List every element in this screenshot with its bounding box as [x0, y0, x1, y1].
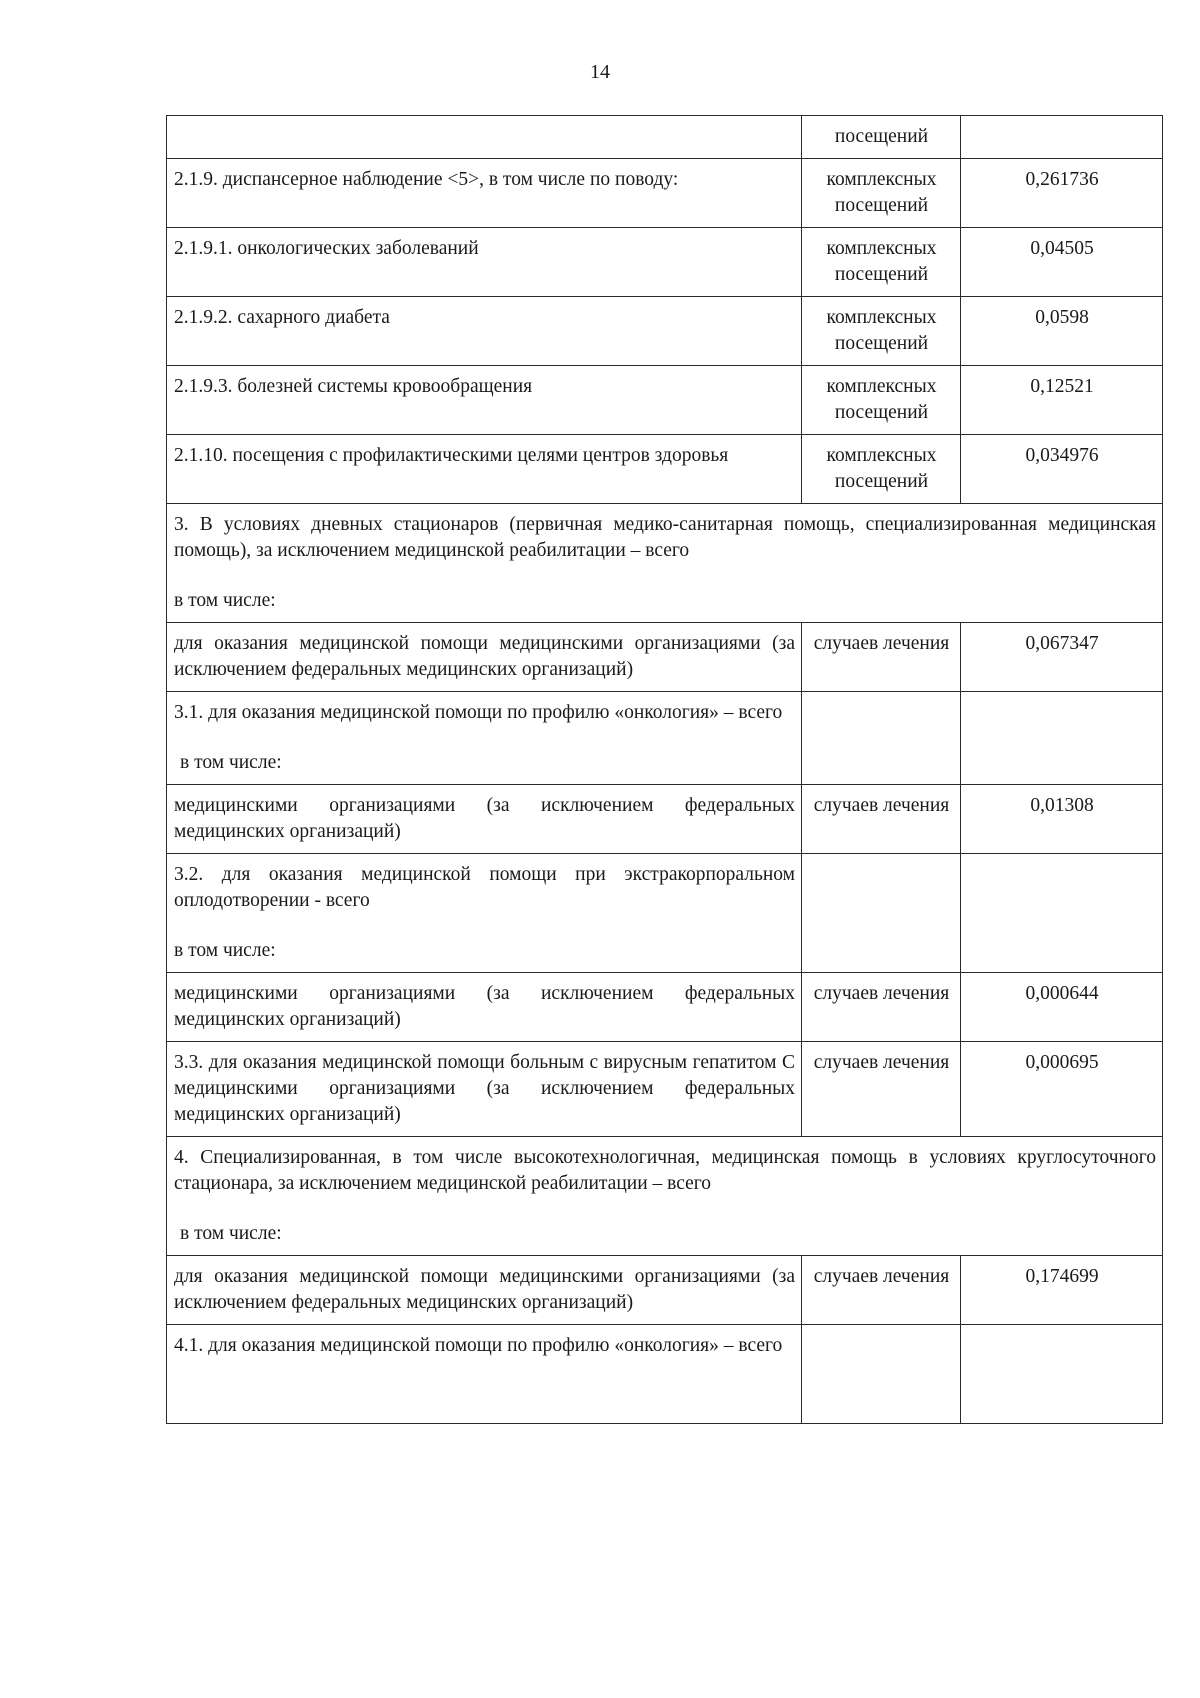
table-row: [167, 435, 1163, 504]
table-row: [167, 623, 1163, 692]
row-value: [961, 1325, 1163, 1424]
row-unit: случаев лечения: [802, 1256, 961, 1325]
table-row: [167, 366, 1163, 435]
row-description: медицинскими организациями (за исключением федеральных медицинских организаций): [167, 973, 802, 1042]
row-description: для оказания медицинской помощи медицинскими организациями (за исключением федеральных медицинских организаций): [167, 1256, 802, 1325]
row-description: 2.1.9.2. сахарного диабета: [167, 297, 802, 366]
row-unit: случаев лечения: [802, 1042, 961, 1137]
row-unit: комплексных посещений: [802, 366, 961, 435]
row-value: 0,261736: [961, 159, 1163, 228]
row-value: 0,000644: [961, 973, 1163, 1042]
section-title: 4. Специализированная, в том числе высокотехнологичная, медицинская помощь в условиях круглосуточного стационара, за исключением медицинской реабилитации – всего: [174, 1147, 1156, 1194]
page-number: 14: [590, 61, 610, 83]
row-description: для оказания медицинской помощи медицинскими организациями (за исключением федеральных медицинских организаций): [167, 623, 802, 692]
row-unit: комплексных посещений: [802, 297, 961, 366]
section-title: 3. В условиях дневных стационаров (первичная медико-санитарная помощь, специализированная медицинская помощь), за исключением медицинской реабилитации – всего: [174, 514, 1156, 561]
section-heading: [167, 1137, 1163, 1256]
row-value: 0,174699: [961, 1256, 1163, 1325]
table-row: [167, 228, 1163, 297]
table-row: [167, 973, 1163, 1042]
row-unit: комплексных посещений: [802, 435, 961, 504]
row-description: [167, 116, 802, 159]
row-description: 2.1.9.1. онкологических заболеваний: [167, 228, 802, 297]
table-row: [167, 1256, 1163, 1325]
section-subtitle: в том числе:: [180, 1223, 282, 1244]
row-value: 0,000695: [961, 1042, 1163, 1137]
group-description: [167, 1325, 802, 1424]
row-description: 2.1.9. диспансерное наблюдение <5>, в том числе по поводу:: [167, 159, 802, 228]
row-unit: [802, 854, 961, 973]
row-value: 0,034976: [961, 435, 1163, 504]
group-title: 4.1. для оказания медицинской помощи по профилю «онкология» – всего: [174, 1335, 783, 1356]
table-row: [167, 159, 1163, 228]
row-unit: случаев лечения: [802, 973, 961, 1042]
section-subtitle: в том числе:: [174, 590, 276, 611]
row-unit: [802, 692, 961, 785]
section-row: [167, 504, 1163, 623]
row-description: 2.1.9.3. болезней системы кровообращения: [167, 366, 802, 435]
table-row: [167, 297, 1163, 366]
group-subtitle: в том числе:: [180, 752, 282, 773]
row-unit: случаев лечения: [802, 623, 961, 692]
row-unit: [802, 1325, 961, 1424]
row-unit: посещений: [802, 116, 961, 159]
row-value: 0,0598: [961, 297, 1163, 366]
table-row: [167, 116, 1163, 159]
section-row: [167, 1137, 1163, 1256]
volume-norms-table: [166, 115, 1163, 1424]
table-row: [167, 785, 1163, 854]
row-unit: случаев лечения: [802, 785, 961, 854]
row-unit: комплексных посещений: [802, 159, 961, 228]
group-row: [167, 854, 1163, 973]
row-value: 0,04505: [961, 228, 1163, 297]
group-title: 3.2. для оказания медицинской помощи при экстракорпоральном оплодотворении - всего: [174, 864, 795, 911]
row-value: 0,01308: [961, 785, 1163, 854]
group-description: [167, 692, 802, 785]
section-heading: [167, 504, 1163, 623]
row-value: [961, 116, 1163, 159]
group-description: [167, 854, 802, 973]
group-row: [167, 1325, 1163, 1424]
row-description: 2.1.10. посещения с профилактическими целями центров здоровья: [167, 435, 802, 504]
group-title: 3.1. для оказания медицинской помощи по профилю «онкология» – всего: [174, 702, 783, 723]
row-value: [961, 692, 1163, 785]
row-value: 0,12521: [961, 366, 1163, 435]
table-row: [167, 1042, 1163, 1137]
row-description: медицинскими организациями (за исключением федеральных медицинских организаций): [167, 785, 802, 854]
row-unit: комплексных посещений: [802, 228, 961, 297]
group-row: [167, 692, 1163, 785]
row-description: 3.3. для оказания медицинской помощи больным с вирусным гепатитом С медицинскими организациями (за исключением федеральных медицинских организаций): [167, 1042, 802, 1137]
row-value: [961, 854, 1163, 973]
group-subtitle: в том числе:: [174, 940, 276, 961]
row-value: 0,067347: [961, 623, 1163, 692]
